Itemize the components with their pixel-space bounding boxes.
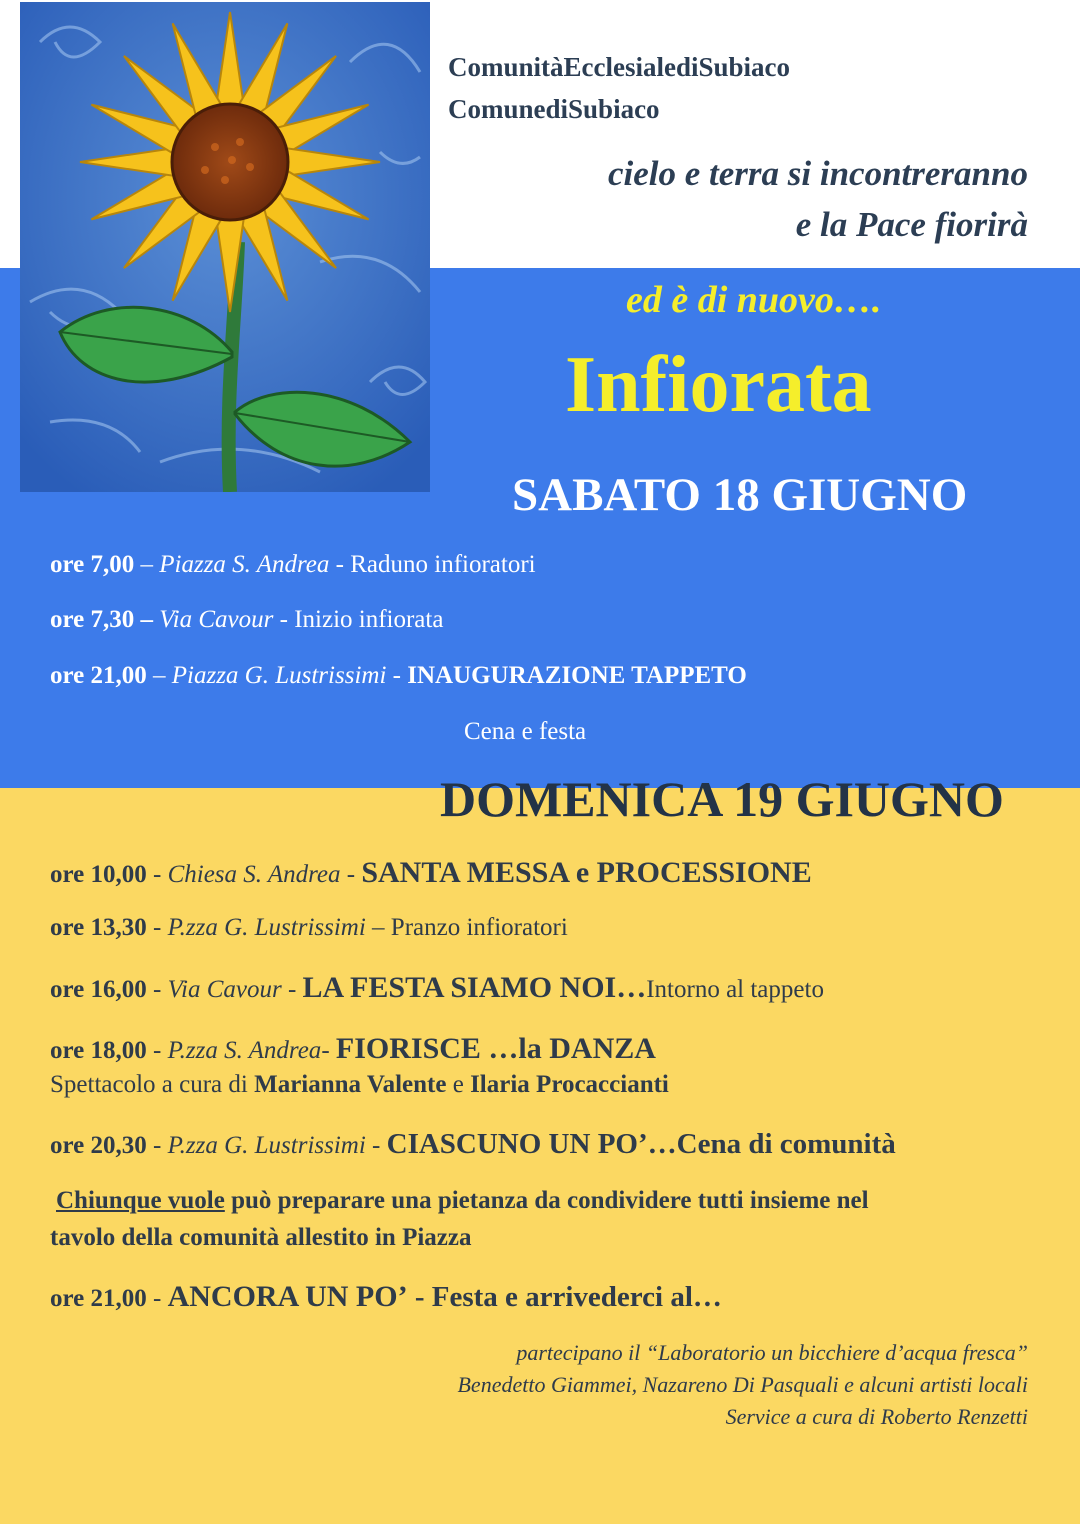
- motto-line-1: cielo e terra si incontreranno: [607, 154, 1028, 193]
- schedule-item: ore 7,30 – Via Cavour - Inizio infiorata: [50, 606, 444, 633]
- schedule-item: ore 21,00 - ANCORA UN PO’ - Festa e arrivederci al…: [50, 1280, 722, 1313]
- schedule-item: ore 16,00 - Via Cavour - LA FESTA SIAMO NOI…Intorno al tappeto: [50, 971, 824, 1004]
- motto-line-2: e la Pace fiorirà: [795, 205, 1028, 244]
- dinner-note: Cena e festa: [464, 718, 587, 745]
- sunflower-painting: [20, 2, 430, 492]
- schedule-item: ore 20,30 - P.zza G. Lustrissimi - CIASCUNO UN PO’…Cena di comunità: [50, 1128, 896, 1160]
- schedule-item: ore 10,00 - Chiesa S. Andrea - SANTA MESSA e PROCESSIONE: [50, 856, 812, 889]
- again-subtitle: ed è di nuovo….: [626, 279, 882, 321]
- event-title: Infiorata: [565, 341, 872, 429]
- sunday-heading: DOMENICA 19 GIUGNO: [440, 771, 1004, 827]
- invite-line-1: Chiunque vuole può preparare una pietanza da condividere tutti insieme nel: [56, 1187, 869, 1214]
- schedule-item: ore 18,00 - P.zza S. Andrea- FIORISCE …la DANZA: [50, 1032, 656, 1065]
- credits-line-2: Benedetto Giammei, Nazareno Di Pasquali e alcuni artisti locali: [457, 1372, 1028, 1397]
- saturday-heading: SABATO 18 GIUGNO: [512, 469, 968, 521]
- schedule-item: ore 21,00 – Piazza G. Lustrissimi - INAUGURAZIONE TAPPETO: [50, 662, 747, 689]
- show-credits: Spettacolo a cura di Marianna Valente e Ilaria Procaccianti: [50, 1071, 669, 1098]
- invite-line-2: tavolo della comunità allestito in Piazza: [50, 1224, 472, 1251]
- org-community: ComunitàEcclesialediSubiaco: [448, 52, 791, 82]
- sunflower-icon: [20, 2, 430, 492]
- credits-line-1: partecipano il “Laboratorio un bicchiere d’acqua fresca”: [516, 1340, 1028, 1365]
- schedule-item: ore 7,00 – Piazza S. Andrea - Raduno infioratori: [50, 551, 536, 578]
- schedule-item: ore 13,30 - P.zza G. Lustrissimi – Pranzo infioratori: [50, 914, 568, 941]
- org-municipality: ComunediSubiaco: [448, 94, 660, 124]
- credits-line-3: Service a cura di Roberto Renzetti: [725, 1404, 1028, 1429]
